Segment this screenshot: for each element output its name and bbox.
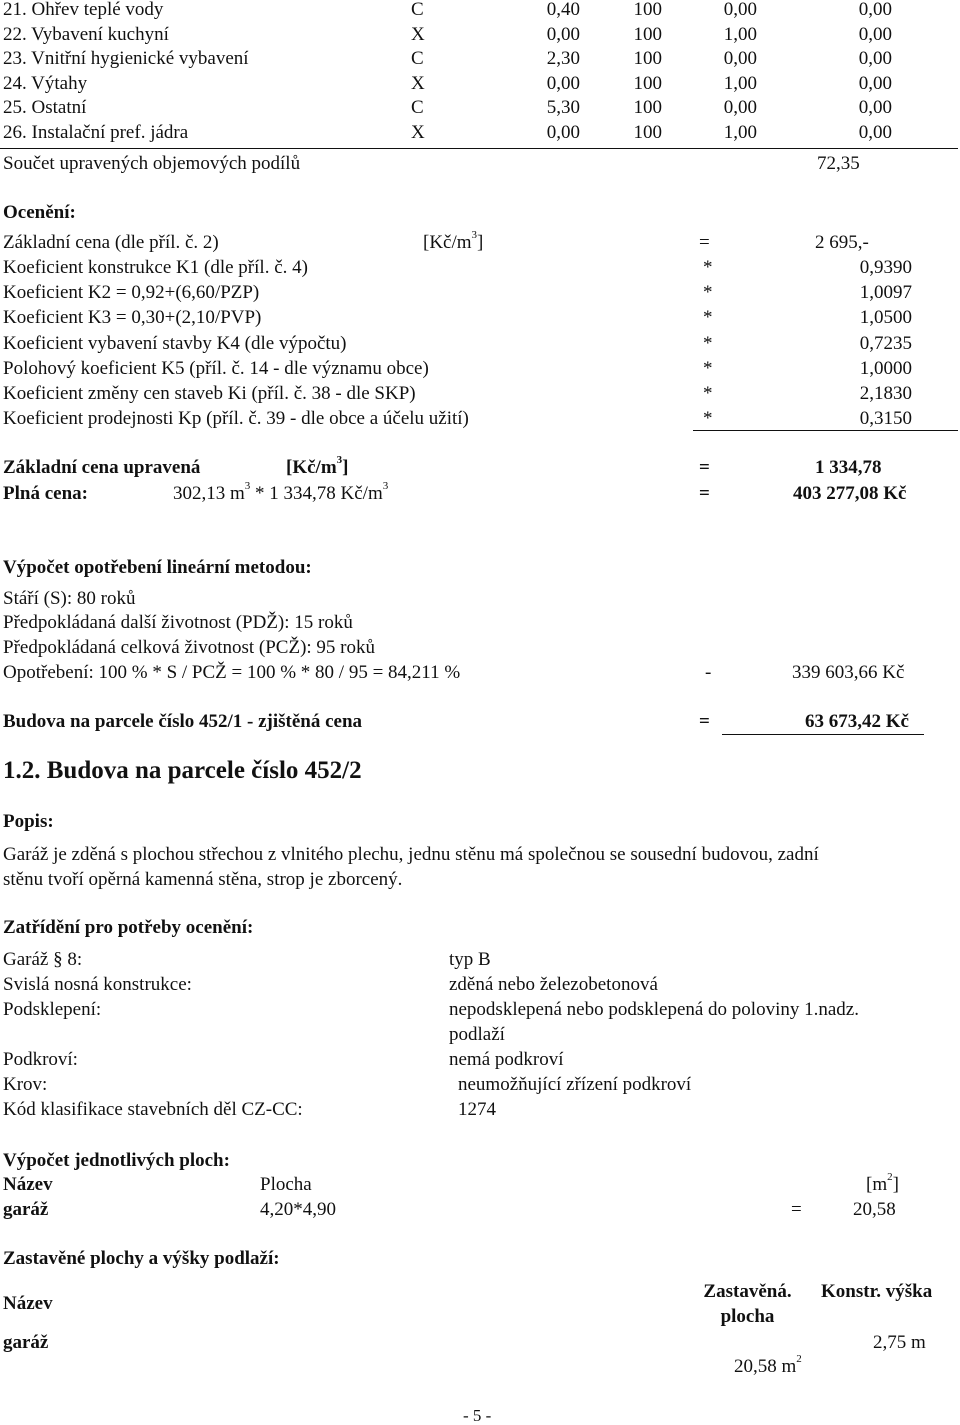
section-title: 1.2. Budova na parcele číslo 452/2: [3, 757, 362, 784]
areas-col-name: Název: [3, 1174, 53, 1195]
row-value: 0,00: [723, 48, 757, 70]
coefficient-label: Koeficient změny cen staveb Ki (příl. č. 38 - dle SKP): [3, 383, 416, 404]
row-value: 0,00: [858, 97, 892, 119]
depreciation-op: -: [705, 662, 712, 683]
areas-row-formula: 4,20*4,90: [260, 1199, 336, 1220]
row-value: 0,00: [858, 72, 892, 94]
age-text: Stáří (S): 80 roků: [3, 588, 136, 609]
coefficient-value: 1,0500: [859, 307, 912, 329]
description-line-2: stěnu tvoří opěrná kamenná stěna, strop je zborcený.: [3, 869, 403, 890]
row-value: 100: [633, 122, 662, 143]
divider: [0, 148, 958, 149]
row-value: 100: [633, 0, 662, 20]
row-value: 0,00: [723, 97, 757, 119]
remaining-life-text: Předpokládaná další životnost (PDŽ): 15 roků: [3, 612, 353, 633]
result-underline: [722, 734, 924, 735]
classification-value: nemá podkroví: [449, 1049, 564, 1070]
adjusted-price-value: 1 334,78: [815, 457, 882, 478]
built-row-area: 20,58 $m^2$: [734, 1353, 802, 1377]
description-line-1: Garáž je zděná s plochou střechou z vlnitého plechu, jednu stěnu má společnou se sousední budovou, zadní: [3, 844, 819, 865]
row-class: X: [411, 122, 425, 143]
full-price-value: 403 277,08 Kč: [793, 483, 907, 504]
coefficient-op: *: [703, 282, 713, 304]
areas-heading: Výpočet jednotlivých ploch:: [3, 1150, 230, 1171]
coefficient-op: *: [703, 383, 713, 404]
areas-row-op: =: [791, 1199, 802, 1220]
built-col-area-2: plocha: [720, 1306, 775, 1327]
areas-col-area: Plocha: [260, 1174, 312, 1195]
classification-value: nepodsklepená nebo podsklepená do poloviny 1.nadz.: [449, 999, 859, 1020]
result-op: =: [699, 711, 710, 732]
row-name: 26. Instalační pref. jádra: [3, 122, 189, 143]
built-col-area-1: Zastavěná.: [703, 1281, 792, 1302]
classification-label: Krov:: [3, 1074, 48, 1095]
row-name: 23. Vnitřní hygienické vybavení: [3, 48, 249, 70]
total-life-text: Předpokládaná celková životnost (PCŽ): 95 roků: [3, 637, 376, 658]
classification-heading: Zatřídění pro potřeby ocenění:: [3, 917, 254, 938]
valuation-heading: Ocenění:: [3, 202, 76, 223]
classification-value: zděná nebo železobetonová: [449, 974, 658, 995]
row-name: 22. Vybavení kuchyní: [3, 23, 169, 45]
row-name: 24. Výtahy: [3, 72, 88, 94]
classification-label: Podsklepení:: [3, 999, 102, 1020]
row-value: 0,00: [858, 0, 892, 20]
row-value: 0,00: [546, 72, 580, 94]
built-col-name: Název: [3, 1293, 53, 1314]
coefficient-value: 1,0000: [859, 357, 912, 379]
row-value: 100: [633, 97, 662, 119]
areas-row-value: 20,58: [853, 1199, 896, 1220]
row-value: 0,00: [546, 23, 580, 45]
coefficient-op: *: [703, 408, 713, 430]
result-label: Budova na parcele číslo 452/1 - zjištěná cena: [3, 711, 363, 732]
base-price-value: 2 695,-: [815, 232, 869, 253]
coefficient-op: *: [703, 357, 713, 379]
areas-col-unit: $[m^2]$: [866, 1171, 899, 1195]
sum-label: Součet upravených objemových podílů: [3, 153, 301, 174]
sum-value: 72,35: [817, 153, 860, 174]
coefficient-op: *: [703, 257, 713, 278]
coefficient-label: Polohový koeficient K5 (příl. č. 14 - dle významu obce): [3, 357, 429, 379]
divider: [693, 430, 958, 431]
coefficient-label: Koeficient K3 = 0,30+(2,10/PVP): [3, 307, 262, 329]
coefficient-value: 0,7235: [859, 332, 912, 354]
row-value: 100: [633, 48, 662, 70]
row-class: C: [411, 97, 424, 119]
row-name: 21. Ohřev teplé vody: [3, 0, 164, 20]
full-price-expression: 302,13 $m^3 * 1$ 334,78 $Kč/m^3$: [173, 480, 389, 504]
built-row-height: 2,75 m: [873, 1332, 926, 1353]
base-price-unit: $[Kč/m^3]$: [423, 229, 484, 253]
adjusted-price-unit: $[Kč/m^3]$: [286, 454, 349, 478]
result-value: 63 673,42 Kč: [805, 711, 909, 732]
row-class: X: [411, 72, 425, 94]
classification-value: neumožňující zřízení podkroví: [458, 1074, 692, 1095]
built-heading: Zastavěné plochy a výšky podlaží:: [3, 1248, 280, 1269]
areas-row-name: garáž: [3, 1199, 49, 1220]
row-value: 1,00: [723, 72, 757, 94]
adjusted-price-op: =: [699, 457, 710, 478]
coefficient-value: 0,3150: [859, 408, 912, 430]
row-value: 100: [633, 23, 662, 45]
coefficient-label: Koeficient K2 = 0,92+(6,60/PZP): [3, 282, 260, 304]
classification-value: podlaží: [449, 1024, 505, 1045]
classification-label: Garáž § 8:: [3, 949, 83, 970]
page-number: - 5 -: [463, 1406, 492, 1425]
depreciation-value: 339 603,66 Kč: [792, 662, 905, 683]
classification-value: typ B: [449, 949, 491, 970]
coefficient-label: Koeficient konstrukce K1 (dle příl. č. 4): [3, 257, 308, 278]
row-value: 0,00: [858, 23, 892, 45]
classification-label: Podkroví:: [3, 1049, 78, 1070]
row-value: 0,00: [858, 122, 892, 143]
row-value: 0,00: [858, 48, 892, 70]
row-value: 2,30: [546, 48, 580, 70]
row-class: C: [411, 0, 424, 20]
row-class: C: [411, 48, 424, 70]
row-value: 100: [633, 72, 662, 94]
row-class: X: [411, 23, 425, 45]
description-heading: Popis:: [3, 811, 54, 832]
row-name: 25. Ostatní: [3, 97, 87, 119]
classification-label: Kód klasifikace stavebních děl CZ-CC:: [3, 1099, 303, 1120]
built-row-name: garáž: [3, 1332, 49, 1353]
base-price-op: =: [699, 232, 710, 253]
row-value: 5,30: [546, 97, 580, 119]
coefficient-op: *: [703, 332, 713, 354]
coefficient-label: Koeficient vybavení stavby K4 (dle výpočtu): [3, 332, 347, 354]
coefficient-value: 1,0097: [859, 282, 912, 304]
full-price-op: =: [699, 483, 710, 504]
coefficient-value: 0,9390: [859, 257, 912, 278]
row-value: 0,00: [723, 0, 757, 20]
built-col-height: Konstr. výška: [821, 1281, 933, 1302]
coefficient-label: Koeficient prodejnosti Kp (příl. č. 39 - dle obce a účelu užití): [3, 408, 469, 430]
depreciation-heading: Výpočet opotřebení lineární metodou:: [3, 557, 312, 578]
base-price-label: Základní cena (dle příl. č. 2): [3, 232, 219, 253]
classification-value: 1274: [458, 1099, 496, 1120]
coefficient-op: *: [703, 307, 713, 329]
row-value: 0,40: [546, 0, 580, 20]
row-value: 0,00: [546, 122, 580, 143]
row-value: 1,00: [723, 23, 757, 45]
row-value: 1,00: [723, 122, 757, 143]
coefficient-value: 2,1830: [859, 383, 912, 404]
full-price-label: Plná cena:: [3, 483, 88, 504]
depreciation-calc: Opotřebení: 100 % * S / PCŽ = 100 % * 80 / 95 = 84,211 %: [3, 662, 461, 683]
adjusted-price-label: Základní cena upravená: [3, 457, 201, 478]
classification-label: Svislá nosná konstrukce:: [3, 974, 192, 995]
